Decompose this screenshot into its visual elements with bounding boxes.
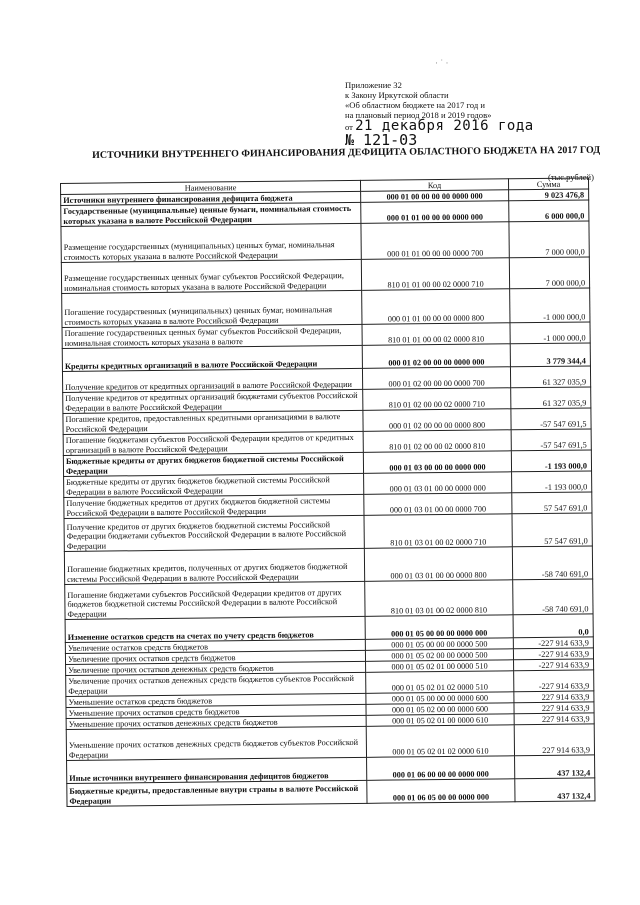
row-sum: 227 914 633,9 <box>514 713 594 725</box>
row-code: 810 01 01 00 00 02 0000 810 <box>362 323 510 346</box>
row-code: 000 01 01 00 00 00 0000 700 <box>361 222 509 260</box>
row-code: 000 01 05 00 00 00 0000 600 <box>366 692 514 705</box>
law-number: № 121-03 <box>345 131 418 149</box>
row-code: 810 01 03 01 00 02 0000 710 <box>364 514 512 549</box>
financing-table <box>60 177 596 807</box>
row-code: 000 01 05 02 00 00 0000 600 <box>366 703 514 716</box>
row-sum: -57 547 691,5 <box>511 408 591 430</box>
row-code: 000 01 01 00 00 00 0000 800 <box>362 289 510 325</box>
row-name: Увеличение прочих остатков денежных средств бюджетов субъектов Российской Федерации <box>66 672 366 696</box>
row-name: Погашение кредитов, предоставленных кредитными организациями в валюте Российской Федерации <box>63 410 363 434</box>
appendix-line: к Закону Иркутской области <box>345 90 449 100</box>
column-header-code: Код <box>360 179 508 192</box>
row-sum: 6 000 000,0 <box>509 200 589 222</box>
appendix-line: «Об областном бюджете на 2017 год и <box>345 100 485 110</box>
row-sum: 7 000 000,0 <box>509 221 589 258</box>
table-row <box>64 546 592 585</box>
row-sum: 61 327 035,9 <box>511 387 591 409</box>
row-sum: 227 914 633,9 <box>514 691 594 703</box>
table-body <box>61 189 595 806</box>
row-name: Увеличение прочих остатков средств бюджетов <box>65 650 365 664</box>
row-code: 000 01 05 02 01 00 0000 510 <box>366 660 514 673</box>
row-sum: -1 193 000,0 <box>512 471 592 493</box>
row-sum: 57 547 691,0 <box>512 492 592 514</box>
row-name: Бюджетные кредиты, предоставленные внутри страны в валюте Российской Федерации <box>67 780 367 806</box>
row-sum: 0,0 <box>513 614 593 638</box>
row-sum: 7 000 000,0 <box>509 257 589 289</box>
row-code: 810 01 02 00 00 02 0000 810 <box>363 430 511 453</box>
row-code: 000 01 02 00 00 00 0000 000 <box>362 344 510 369</box>
row-name: Кредиты кредитных организаций в валюте Российской Федерации <box>62 345 362 371</box>
table-row <box>61 221 589 263</box>
date-prefix: от <box>345 122 353 132</box>
row-code: 000 01 03 01 00 00 0000 800 <box>364 547 512 582</box>
row-sum: -1 193 000,0 <box>511 450 591 472</box>
row-name: Получение кредитов от других бюджетов бюджетной системы Российской Федерации бюджетами субъектов Российской Федерации в валюте Российской Федерации <box>64 515 364 551</box>
units-label: (тыс.рублей) <box>548 172 594 182</box>
row-name: Источники внутреннего финансирования дефицита бюджета <box>61 191 361 205</box>
row-sum: -1 000 000,0 <box>510 288 590 323</box>
row-code: 000 01 03 01 00 00 0000 000 <box>364 472 512 495</box>
row-sum: -227 914 633,9 <box>513 637 593 649</box>
row-code: 000 01 00 00 00 00 0000 000 <box>361 190 509 203</box>
row-name: Погашение бюджетных кредитов, полученных от других бюджетов бюджетной системы Российской Федерации в валюте Российской Федерации <box>64 548 364 584</box>
row-sum: 3 779 344,4 <box>510 343 590 367</box>
row-sum: -227 914 633,9 <box>513 648 593 660</box>
row-name: Получение кредитов от кредитных организаций бюджетами субъектов Российской Федерации в валюте Российской Федерации <box>63 389 363 413</box>
row-name: Погашение государственных ценных бумаг субъектов Российской Федерации, номинальная стоимость которых указана в валюте <box>62 324 362 348</box>
column-header-name: Наименование <box>61 180 361 194</box>
row-sum: -1 000 000,0 <box>510 322 590 344</box>
row-name: Уменьшение остатков средств бюджетов <box>66 693 366 707</box>
table-row <box>65 579 593 620</box>
row-name: Увеличение остатков средств бюджетов <box>65 639 365 653</box>
row-code: 000 01 06 00 00 00 0000 000 <box>367 756 515 781</box>
row-code: 000 01 06 05 00 00 0000 000 <box>367 779 515 804</box>
row-code: 000 01 03 01 00 00 0000 700 <box>364 493 512 516</box>
row-sum: 437 132,4 <box>515 755 595 779</box>
row-code: 000 01 02 00 00 00 0000 800 <box>363 409 511 432</box>
appendix-header <box>345 80 625 149</box>
row-name: Погашение бюджетами субъектов Российской Федерации кредитов от других бюджетов бюджетной системы Российской Федерации в валюте Российской Федерации <box>65 581 365 619</box>
row-name: Уменьшение прочих остатков денежных средств бюджетов <box>66 715 366 729</box>
row-name: Уменьшение прочих остатков средств бюджетов <box>66 704 366 718</box>
row-code: 810 01 01 00 00 02 0000 710 <box>361 258 509 291</box>
row-sum: 9 023 476,8 <box>509 189 589 201</box>
row-name: Размещение государственных (муниципальных) ценных бумаг, номинальная стоимость которых указана в валюте Российской Федерации <box>61 223 361 262</box>
row-sum: -58 740 691,0 <box>512 546 592 580</box>
row-code: 000 01 02 00 00 00 0000 700 <box>362 367 510 390</box>
row-sum: 437 132,4 <box>515 778 595 802</box>
row-name: Иные источники внутреннего финансирования дефицитов бюджетов <box>67 757 367 783</box>
document-title: ИСТОЧНИКИ ВНУТРЕННЕГО ФИНАНСИРОВАНИЯ ДЕФИЦИТА ОБЛАСТНОГО БЮДЖЕТА НА 2017 ГОД <box>92 144 601 161</box>
row-sum: 227 914 633,9 <box>514 724 594 756</box>
row-sum: 61 327 035,9 <box>510 366 590 388</box>
table-row <box>64 513 592 552</box>
row-name: Изменение остатков средств на счетах по учету средств бюджетов <box>65 616 365 642</box>
row-code: 000 01 01 00 00 00 0000 000 <box>361 201 509 224</box>
scan-speck: · ˙ · <box>435 58 449 68</box>
appendix-line: Приложение 32 <box>345 80 402 90</box>
row-code: 000 01 05 02 01 02 0000 510 <box>366 671 514 694</box>
row-name: Получение кредитов от кредитных организаций в валюте Российской Федерации <box>62 368 362 392</box>
row-sum: 57 547 691,0 <box>512 513 592 547</box>
row-sum: -227 914 633,9 <box>514 670 594 692</box>
row-code: 810 01 03 01 00 02 0000 810 <box>365 580 513 617</box>
date-value: 21 декабря 2016 года <box>355 118 534 134</box>
row-code: 810 01 02 00 00 02 0000 710 <box>363 388 511 411</box>
row-code: 000 01 05 00 00 00 0000 500 <box>365 638 513 651</box>
row-sum: -227 914 633,9 <box>514 659 594 671</box>
row-name: Уменьшение прочих остатков денежных средств бюджетов субъектов Российской Федерации <box>66 726 366 760</box>
row-sum: 227 914 633,9 <box>514 702 594 714</box>
row-name: Бюджетные кредиты от других бюджетов бюджетной системы Российской Федерации <box>63 452 363 476</box>
row-name: Размещение государственных ценных бумаг субъектов Российской Федерации, номинальная стоимость которых указана в валюте Российской Федерации <box>61 259 361 293</box>
row-name: Погашение государственных (муниципальных) ценных бумаг, номинальная стоимость которых указана в валюте Российской Федерации <box>62 290 362 327</box>
table-row <box>62 288 590 328</box>
row-code: 000 01 03 00 00 00 0000 000 <box>363 451 511 474</box>
row-code: 000 01 05 02 00 00 0000 500 <box>365 649 513 662</box>
table-row <box>67 778 595 807</box>
financing-table-wrapper <box>60 177 595 806</box>
row-code: 000 01 05 02 01 02 0000 610 <box>366 725 514 758</box>
row-name: Государственные (муниципальные) ценные бумаги, номинальная стоимость которых указана в валюте Российской Федерации <box>61 202 361 226</box>
row-name: Увеличение прочих остатков денежных средств бюджетов <box>66 661 366 675</box>
appendix-line: на плановый период 2018 и 2019 годов» <box>345 110 492 120</box>
row-name: Погашение бюджетами субъектов Российской Федерации кредитов от кредитных организаций в валюте Российской Федерации <box>63 431 363 455</box>
row-sum: -57 547 691,5 <box>511 429 591 451</box>
row-sum: -58 740 691,0 <box>513 579 593 615</box>
row-code: 000 01 05 02 01 00 0000 610 <box>366 714 514 727</box>
row-name: Бюджетные кредиты от других бюджетов бюджетной системы Российской Федерации в валюте Российской Федерации <box>64 473 364 497</box>
column-header-sum: Сумма <box>508 178 588 190</box>
row-name: Получение бюджетных кредитов от других бюджетов бюджетной системы Российской Федерации в валюте Российской Федерации <box>64 494 364 518</box>
row-code: 000 01 05 00 00 00 0000 000 <box>365 615 513 640</box>
